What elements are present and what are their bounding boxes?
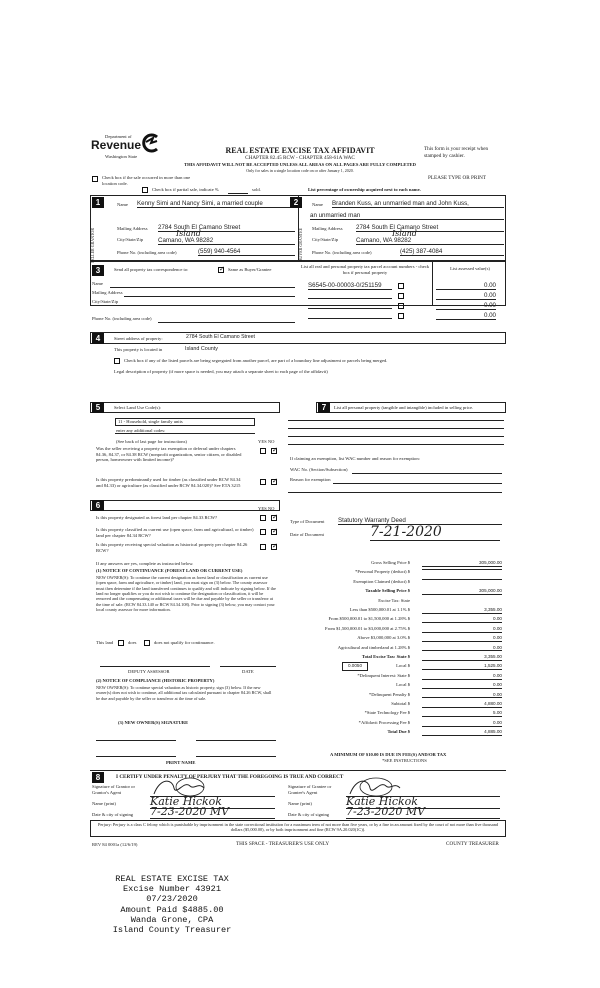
section-6-header (90, 500, 280, 511)
print-name-label: PRINT NAME (166, 760, 196, 765)
form-only-note: Only for sales in a single location code on or after January 1, 2020. (246, 168, 354, 173)
calc-row (287, 645, 502, 653)
buyer-name: Branden Kuss, an unmarried man and John Kuss, (332, 200, 504, 208)
minimum-due: A MINIMUM OF $10.00 IS DUE IN FEE(S) AND/OR TAX (330, 752, 447, 757)
seller-name-label: Name (117, 202, 128, 207)
seller-city-handwritten: Island (176, 229, 201, 238)
land-does-label: does (128, 640, 137, 645)
buyer-name-cont: an unmarried man (310, 212, 504, 220)
stamp-line-2: Excise Number 43921 (123, 884, 221, 895)
calc-row-value: 0.00 (422, 682, 502, 689)
notice-2-body: NEW OWNER(S): To continue special valuation as historic property, sign (3) below. If the new owner(s) does not wish to continue, all additional tax calculated pursuant to chapter 84.26 RCW, shall be due and payable by the seller or transferor at the time of sale. (96, 685, 272, 701)
street-address-label: Street address of property: (114, 336, 163, 341)
section-2-number: 2 (290, 197, 302, 208)
s6-q2-no[interactable] (271, 529, 277, 535)
see-instructions: *SEE INSTRUCTIONS (382, 758, 427, 763)
calc-row-value: 5.00 (422, 710, 502, 717)
buyer-city: Camano, WA 98282 (356, 237, 504, 245)
s5-q2-yes[interactable] (260, 479, 266, 485)
personal-property-checkbox-1[interactable] (398, 283, 404, 289)
calc-row-value: 3,355.00 (422, 607, 502, 614)
calc-row (287, 710, 502, 718)
doc-type: Statutory Warranty Deed (338, 517, 502, 525)
same-as-buyer-checkbox[interactable] (218, 267, 224, 273)
additional-codes-label: enter any additional codes: (116, 428, 166, 433)
section-1-number: 1 (92, 197, 104, 208)
buyer-phone: (425) 387-4084 (400, 248, 504, 256)
rev-number: REV 84 0001a (12/6/19) (92, 842, 138, 847)
dept-line2: Revenue (91, 138, 142, 152)
personal-property-checkbox-3[interactable] (398, 303, 404, 309)
personal-property-checkbox-4[interactable] (398, 313, 404, 319)
grantor-name: Katie Hickok (150, 795, 275, 809)
calc-row-label: *State Technology Fee $ (364, 710, 410, 716)
calc-row (287, 626, 502, 634)
buyer-name-label: Name (312, 202, 323, 207)
certify-statement: I CERTIFY UNDER PENALTY OF PERJURY THAT THE FOREGOING IS TRUE AND CORRECT (116, 774, 344, 780)
calc-row-label: Subtotal $ (391, 701, 410, 706)
calc-row (287, 579, 502, 587)
seller-city: Camano, WA 98282 (158, 237, 295, 245)
calc-row-value: 305,000.00 (422, 560, 502, 567)
seller-name: Kenny Simi and Nancy Simi, a married couple (137, 200, 295, 208)
stamp-line-3: 07/23/2020 (146, 894, 198, 905)
grantee-date: 7-23-2020 MV (346, 805, 500, 819)
calc-row-label: Less than $500,000.01 at 1.1% $ (349, 607, 410, 612)
parcel-list-label: List all real and personal property tax parcel account numbers - check box if personal property (300, 264, 430, 275)
buyer-mailing-label: Mailing Address (312, 226, 343, 231)
land-use-code: 11 - Household, single family units (115, 418, 255, 426)
segregated-label: Check box if any of the listed parcels are being segregated from another parcel, are part of a boundary line adjustment or parcels being merged. (124, 358, 388, 363)
this-land-label: This land (96, 640, 114, 645)
calc-row-value: 1,525.00 (422, 663, 502, 670)
parcel-number: S6545-00-00003-0/251159 (308, 282, 392, 290)
seller-vertical-label: SELLER GRANTOR (90, 228, 95, 263)
multi-location-checkbox[interactable] (92, 176, 98, 182)
dor-logo-icon (139, 132, 161, 154)
seller-phone-label: Phone No. (including area code) (117, 250, 177, 255)
grantee-name: Katie Hickok (346, 795, 500, 809)
buyer-city-label: City/State/Zip (312, 237, 339, 242)
send-correspondence-label: Send all property tax correspondence to: (114, 267, 189, 272)
calc-row (287, 692, 502, 700)
calc-row (287, 607, 502, 615)
dept-state: Washington State (105, 154, 138, 159)
section-8-number: 8 (92, 772, 104, 783)
seller-city-label: City/State/Zip (117, 237, 144, 242)
s6-q2-yes[interactable] (260, 529, 266, 535)
calc-row-value: 0.00 (422, 626, 502, 633)
calc-row (287, 654, 502, 662)
grantee-signature-label: Signature of Grantee or Grantee's Agent (288, 784, 332, 795)
exemption-label: If claiming an exemption, list WAC number and reason for exemption: (290, 456, 420, 461)
assessed-value-1: 0.00 (436, 282, 496, 290)
s3-mailing-label: Mailing Address (92, 290, 123, 295)
buyer-city-handwritten: Island (392, 229, 417, 238)
notice-1-title: (1) NOTICE OF CONTINUANCE (FOREST LAND OR CURRENT USE) (96, 568, 243, 573)
partial-sale-checkbox[interactable] (142, 187, 148, 193)
buyer-vertical-label: BUYER GRANTEE (298, 228, 303, 262)
legal-description-label: Legal description of property (if more space is needed, you may attach a separate sheet to each page of the affidavit) (114, 369, 328, 374)
street-address: 2784 South El Camano Street (186, 334, 255, 340)
county-treasurer: COUNTY TREASURER (446, 841, 499, 847)
partial-sale-label: Check box if partial sale, indicate % (152, 187, 219, 192)
same-as-buyer-label: Same as Buyer/Grantee (228, 267, 272, 272)
seller-mailing: 2784 South El Camano Street (158, 224, 295, 232)
personal-property-list-label: List all personal property (tangible and intangible) included in selling price. (334, 405, 474, 410)
calc-row-label: Local $ (396, 682, 410, 688)
grantor-date: 7-23-2020 MV (150, 805, 275, 819)
s5-question-2: Is this property predominantly used for timber (as classified under RCW 84.34 and 84.33) or agriculture (as classified under RCW 84.34.020)? See ETA 3215 (96, 477, 241, 488)
calc-row-value: 4,885.00 (422, 729, 502, 736)
calc-row (287, 673, 502, 681)
section-6-number: 6 (92, 500, 104, 511)
calc-row (287, 598, 502, 606)
calc-row-value: 0.00 (422, 645, 502, 652)
stamp-line-4: Amount Paid $4885.00 (120, 904, 224, 915)
calc-row (287, 701, 502, 709)
calc-row (287, 560, 502, 568)
form-warning: THIS AFFIDAVIT WILL NOT BE ACCEPTED UNLESS ALL AREAS ON ALL PAGES ARE FULLY COMPLETED (184, 162, 416, 167)
calc-row-label: Above $3,000,000 at 3.0% $ (357, 635, 410, 641)
calc-row (287, 588, 502, 596)
section-4-number: 4 (92, 333, 104, 344)
assessed-value-4: 0.00 (436, 312, 496, 320)
calc-row-value: 0.00 (422, 720, 502, 727)
land-does-checkbox[interactable] (118, 640, 124, 646)
multi-location-label: Check box if the sale occurred in more than one location code. (102, 175, 191, 186)
calc-row (287, 682, 502, 690)
wac-label: WAC No. (Section/Subsection) (290, 467, 348, 472)
grantor-name-print-label: Name (print) (92, 801, 116, 806)
calc-row-label: From $1,500,000.01 to $3,000,000 at 2.75% $ (325, 625, 410, 631)
notice-2-title: (2) NOTICE OF COMPLIANCE (HISTORIC PROPERTY) (96, 678, 215, 683)
calc-row (287, 616, 502, 624)
doc-date: 7-21-2020 (370, 524, 500, 541)
calc-row-label: Agricultural and timberland at 1.28% $ (337, 644, 410, 650)
personal-property-checkbox-2[interactable] (398, 293, 404, 299)
grantee-date-city-label: Date & city of signing (288, 812, 330, 817)
notice-1-body: NEW OWNER(S): To continue the current designation as forest land or classification as current use (open space, farm and agriculture, or timber) land, you must sign on (3) below. The county assessor must then determine if the land transferred continues to qualify and will indicate by signing below. If the land no longer qualifies or you do not wish to continue the designation or classification, it will be removed and the compensating or additional taxes will be due and payable by the seller or transferor at the time of sale. (RCW 84.33.140 or RCW 84.34.108). Prior to signing (3) below, you may contact your local county assessor for more information. (96, 575, 276, 613)
reason-label: Reason for exemption (290, 477, 331, 482)
calc-row (287, 720, 502, 728)
calc-row-label: Exemption Claimed (deduct) $ (353, 578, 410, 584)
treasurer-space: THIS SPACE - TREASURER'S USE ONLY (236, 841, 330, 847)
form-chapter: CHAPTER 82.45 RCW - CHAPTER 458-61A WAC (245, 155, 355, 161)
s6-question-2: Is this property classified as current use (open space, farm and agricultural, or timber) land per chapter 84.34 RCW? (96, 527, 254, 538)
calc-row-label: *Delinquent Interest: State $ (357, 672, 410, 678)
s5-q1-yes[interactable] (260, 448, 266, 454)
s6-question-1: Is this property designated as forest land per chapter 84.33 RCW? (96, 515, 218, 520)
stamp-line-6: Island County Treasurer (112, 925, 232, 936)
buyer-mailing: 2784 South El Camano Street (356, 224, 504, 232)
calc-row-label: *Personal Property (deduct) $ (355, 569, 410, 575)
form-title: REAL ESTATE EXCISE TAX AFFIDAVIT (225, 146, 375, 155)
calc-row (287, 663, 502, 671)
s5-q1-no[interactable] (271, 448, 277, 454)
land-does-not-checkbox[interactable] (144, 640, 150, 646)
s3-city-label: City/State/Zip (92, 299, 119, 304)
calc-row (287, 729, 502, 737)
buyer-phone-label: Phone No. (including area code) (312, 250, 372, 255)
sold-label: sold. (252, 187, 261, 192)
assessed-value-2: 0.00 (436, 292, 496, 300)
new-owner-signature-label: (3) NEW OWNER(S) SIGNATURE (118, 720, 189, 725)
calc-row-value: 0.00 (422, 635, 502, 642)
assessed-value-3: 0.00 (436, 302, 496, 310)
calc-row-label: Taxable Selling Price $ (365, 588, 410, 594)
receipt-note: This form is your receipt when stamped by cashier. (424, 146, 489, 159)
section-7-number: 7 (318, 402, 330, 413)
calc-row-value: 4,880.00 (422, 701, 502, 708)
calc-row (287, 569, 502, 577)
calc-row-value (422, 579, 502, 580)
doc-date-label: Date of Document (290, 532, 324, 537)
stamp-line-1: REAL ESTATE EXCISE TAX (115, 874, 229, 884)
s3-phone-label: Phone No. (including area code) (92, 316, 152, 321)
ownership-note: List percentage of ownership acquired next to each name. (308, 187, 421, 192)
land-does-not-label: does not qualify for continuance. (154, 640, 215, 645)
segregated-checkbox[interactable] (114, 358, 120, 364)
county: Island County (185, 346, 218, 352)
calc-row-label: Excise Tax: State (378, 597, 410, 603)
if-any-yes: If any answers are yes, complete as instructed below. (96, 561, 194, 566)
s5-yes-no: YES NO (258, 439, 275, 444)
assessor-date-label: DATE (242, 669, 254, 674)
calc-row-label: Total Excise Tax: State $ (361, 654, 410, 659)
dept-line1: Department of (105, 134, 132, 139)
land-use-label: Select Land Use Code(s): (114, 405, 162, 410)
grantor-date-city-label: Date & city of signing (92, 812, 134, 817)
calc-row-value: 305,000.00 (422, 588, 502, 595)
calc-row-value (422, 569, 502, 570)
s5-q2-no[interactable] (271, 479, 277, 485)
calc-row-value: 0.00 (422, 692, 502, 699)
doc-type-label: Type of Document (290, 519, 325, 524)
calc-row-value: 3,355.00 (422, 654, 502, 661)
s6-question-3: Is this property receiving special valuation as historical property per chapter 84.26 RCW? (96, 542, 248, 553)
section-5-number: 5 (92, 402, 104, 413)
calc-row-label: Local $ (396, 663, 410, 669)
located-label: This property is located in (114, 347, 163, 352)
calc-row-value: 0.00 (422, 616, 502, 623)
seller-phone: (559) 940-4564 (198, 248, 295, 256)
calc-row-label: From $500,000.01 to $1,500,000 at 1.28% $ (328, 616, 410, 622)
s6-q1-no[interactable] (271, 515, 277, 521)
seller-mailing-label: Mailing Address (117, 226, 148, 231)
local-rate: 0.0050 (342, 662, 368, 671)
stamp-line-5: Wanda Grone, CPA (130, 914, 214, 925)
deputy-assessor-label: DEPUTY ASSESSOR (128, 669, 170, 674)
s3-name-label: Name (92, 281, 103, 286)
grantor-signature-label: Signature of Grantor or Grantor's Agent (92, 784, 135, 795)
type-or-print: PLEASE TYPE OR PRINT (428, 175, 486, 181)
see-back-label: (See back of last page for instructions) (116, 439, 187, 444)
calc-row-label: *Delinquent Penalty $ (368, 691, 410, 697)
calc-row-label: *Affidavit Processing Fee $ (358, 719, 410, 725)
treasurer-stamp (110, 874, 234, 935)
s6-q1-yes[interactable] (260, 515, 266, 521)
calc-row-label: Gross Selling Price $ (371, 560, 410, 565)
section-3-number: 3 (92, 265, 104, 276)
calc-row-label: Total Due $ (387, 729, 410, 735)
grantee-name-print-label: Name (print) (288, 801, 312, 806)
s6-yes-no: YES NO (258, 506, 275, 511)
perjury-statement: Perjury: Perjury is a class C felony which is punishable by imprisonment in the state correctional institution for a maximum term of not more than five years, or by a fine in an amount fixed by the court of not more than five thousand dollars ($5,000.00), or by both imprisonment and fine (RCW 9A.20.020(1C)). (98, 822, 498, 833)
calc-row-value: 0.00 (422, 673, 502, 680)
s6-q3-yes[interactable] (260, 544, 266, 550)
calc-row (287, 635, 502, 643)
assessed-value-label: List assessed value(s) (450, 266, 490, 271)
s6-q3-no[interactable] (271, 544, 277, 550)
s5-question-1: Was the seller receiving a property tax exemption or deferral under chapters 84.36, 84.37, or 84.38 RCW (nonprofit organization, senior citizen, or disabled person, homeowner with limited income)? (96, 446, 242, 463)
